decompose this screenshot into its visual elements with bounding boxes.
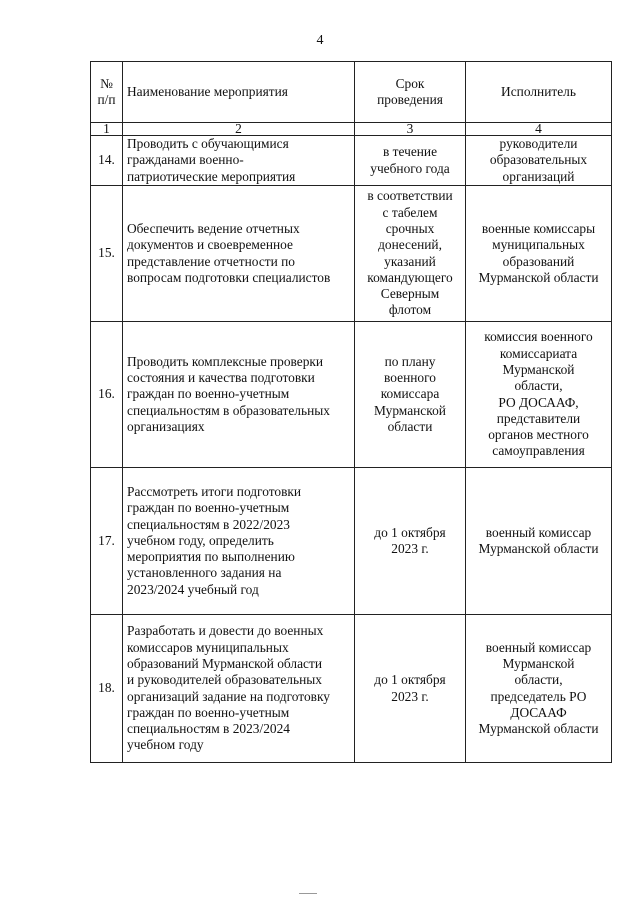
page-bottom-mark [299,893,317,894]
event-name: Обеспечить ведение отчетных документов и своевременное представление отчетности по вопросам подготовки специалистов [123,186,355,322]
event-term: до 1 октября 2023 г. [355,468,466,615]
table-row [91,322,612,468]
table-row [91,468,612,615]
event-name: Проводить с обучающимися гражданами военно- патриотические мероприятия [123,136,355,186]
page-number: 4 [316,33,324,48]
header-executor: Исполнитель [466,62,612,123]
event-executor: военный комиссар Мурманской области [466,468,612,615]
event-executor: военные комиссары муниципальных образований Мурманской области [466,186,612,322]
event-executor: руководители образовательных организаций [466,136,612,186]
row-number: 15. [91,186,123,322]
table-row [91,615,612,763]
event-term: по плану военного комиссара Мурманской области [355,322,466,468]
header-term: Срок проведения [355,62,466,123]
events-table [90,61,612,763]
row-number: 18. [91,615,123,763]
event-term: в течение учебного года [355,136,466,186]
event-name: Проводить комплексные проверки состояния и качества подготовки граждан по военно-учетным специальностям в образовательных организациях [123,322,355,468]
event-term: до 1 октября 2023 г. [355,615,466,763]
table-row [91,136,612,186]
table-header-row [91,62,612,123]
row-number: 16. [91,322,123,468]
row-number: 17. [91,468,123,615]
row-number: 14. [91,136,123,186]
event-name: Рассмотреть итоги подготовки граждан по военно-учетным специальностям в 2022/2023 учебном году, определить мероприятия по выполнению установленного задания на 2023/2024 учебный год [123,468,355,615]
column-index: 2 [123,123,355,136]
column-index-row [91,123,612,136]
event-executor: военный комиссар Мурманской области, председатель РО ДОСААФ Мурманской области [466,615,612,763]
event-name: Разработать и довести до военных комиссаров муниципальных образований Мурманской области и руководителей образовательных организаций задание на подготовку граждан по военно-учетным специальностям в 2023/2024 учебном году [123,615,355,763]
header-num: № п/п [91,62,123,123]
column-index: 1 [91,123,123,136]
event-executor: комиссия военного комиссариата Мурманской области, РО ДОСААФ, представители органов местного самоуправления [466,322,612,468]
event-term: в соответствии с табелем срочных донесений, указаний командующего Северным флотом [355,186,466,322]
header-name: Наименование мероприятия [123,62,355,123]
table-row [91,186,612,322]
column-index: 4 [466,123,612,136]
column-index: 3 [355,123,466,136]
